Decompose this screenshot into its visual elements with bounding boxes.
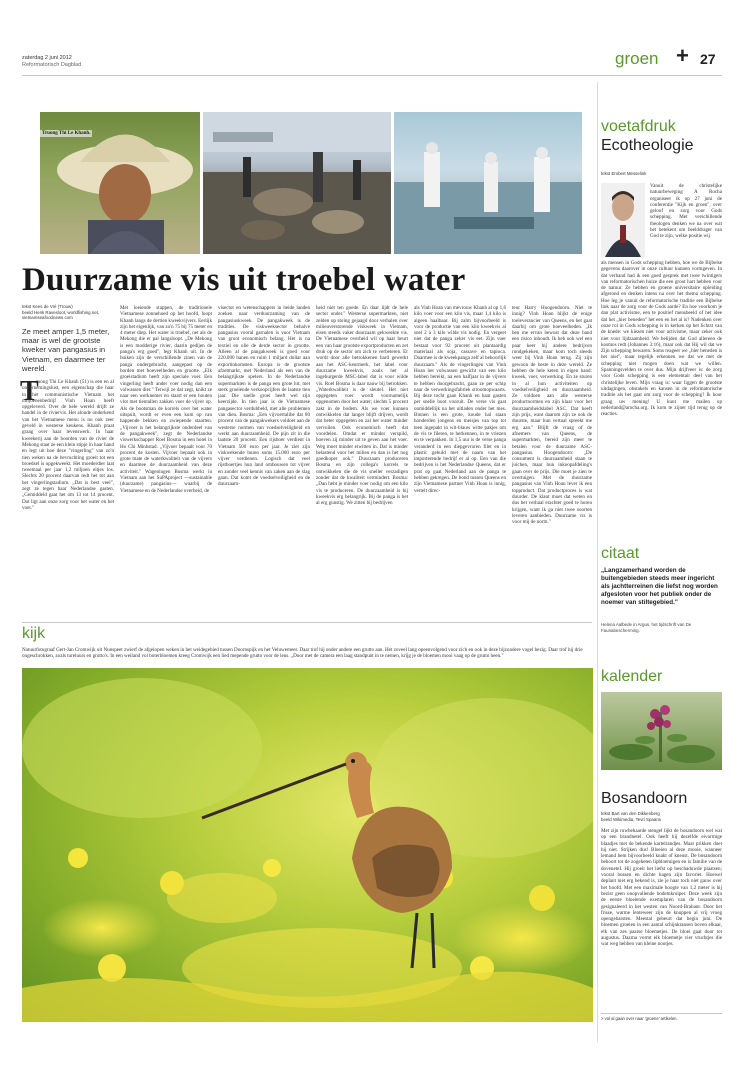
- kalender-title: Bosandoorn: [601, 790, 688, 807]
- right-column-divider: [597, 82, 598, 1042]
- plus-icon: +: [676, 43, 689, 68]
- kalender-kicker: kalender: [601, 668, 663, 685]
- article-col-5: als Vinh Hoan van mevrouw Khanh al op 1,6 kilo voer voor een kilo vis, maar 1,4 kilo is algeen haalbaar. Bij zalm bijvoorbeeld is voor de productie van een kilo kweekvis al snel 2 à 3 kilo wilde vis nodig. En vergeet niet dat de panga zeker vis eet. Zijn voer bestaat voor 92 procent uit plantaardig materiaal als soja, cassave en tapioca. Daarmee is de kweekpanga zelf al behoorlijk duurzaam." Als de vingerlingen van Vinh Hoan het volwassen gewicht van een kilo hebben bereikt, na een halfjaar in de vijvers te hebben doorgebracht, gaan ze per schip naar de verwerkingsfabriek stroomopwaarts. Bij deze tocht gaan Khanh en haar gasten per snelle boot vooruit. De verse vis gaat onmiddellijk na het uitladen onder het mes. Binnen is een grote, koude hal staan honderden jongens en meisjes van top tot teen ingepakt in wit-blauw witte pakjes om de vis te fileren, te herkennen, in te vriezen en te verpakken. In 1,5 uur is de verse panga veranderd in een diepgevroren filet en in plastic gehuld met de naam van het importerende bedrijf er al op. Een van die bedrijven is het Nederlandse Queens, dat er prat op gaat Nederland aan de panga te hebben gekregen. De bond tussen Queens en zijn Vietnamese partner Vinh Hoan is innig, vertelt direc-: [414, 305, 506, 494]
- kalender-footer: > vol al gaan over naar 'groene' artikelen.: [601, 1016, 678, 1021]
- header-date: zaterdag 2 juni 2012: [22, 55, 72, 61]
- kalender-byline: tekst Bart van den Dikkenberg beeld Wikimedia, Tevri Spaans: [601, 811, 661, 822]
- kalender-flower-photo: [601, 692, 722, 770]
- photo-workers: [394, 112, 582, 254]
- kijk-caption: Natuurfotograaf Gert-Jan Cromwijk uit Nunspeet zwierf de afgelopen weken in het weidegebied tussen Doornspijk en het Veluwemeer. Daar trof hij onder andere een grutto aan. Het zoveel lang opeenvolgend voor zich en ook in deze bijzondere vogel bezig. Daar trof hij drie ongeschrokken, zoals tureluurs en grutto's. In een weiland vol boterbloemen kreeg Cromwijk een lied mepende grutto voor de lens. „Door met de camera een laag standpunt in te nemen, krijg je de bloemen mooi vaag op de grutto heen.": [22, 647, 583, 660]
- kalender-body: Met zijn ruwbehaarde stengel lijkt de bosandoorn wel wat op een brandnetel. Ook heeft hij dezelfde eivormige blaadjes met de bekende kartelrandjes. Maar prikken doet hij niet. Strijken dus! Bloeien al deze mooie, wanneer iemand hem bijvoorbeeld knakt of kneust. De bosandoorn behoort tot de zogeheten lipbloemigen en is familie van de doveneteI. Hij groeit het liefst op beschaduwde plaatsen; vooral bossen en dichte hagen zijn favoriet. Hoewel deplant niet erg bekend is, zie je haar toch niet gauw over het hoofd. Met een maximale hoogte van 1,2 meter is hij bezist geen onopvallende bodemkruiper. Deze week zijn de eerste bloeiende exemplaren van de bosandoorn gesignaleerd in het westen van Noord-Brabant. Door het frisse, warme lenteweer zijn de knoppen al vrij vroeg opengebarsten. Meestal gebeurt dat begin juni. De bloemen groeien in een aantal schijnkransen boven elkaar, elk van zes paarse bloemetjes. De bloei gaat door tot augustus. Daarna vormt elk bloemetje vier vruchtjes die wat weg hebben van kleine nootjes.: [601, 828, 722, 948]
- photo-caption: Truong Thi Le Khanh.: [42, 131, 91, 136]
- intro: Ze meet amper 1,5 meter, maar is wel de grootste kweker van pangasius in Vietnam, en daarmee ter wereld.: [22, 327, 110, 373]
- voetafdruk-title: Ecotheologie: [601, 137, 694, 154]
- article-col-3: visector en wetenschappers in beide landen zoeken naar verduurzaming van de pangasiuskweek. De pangakweek is de tradities. De viskweeksector behalve pangasius vooral garnalen is voor Vietnam van groot economisch belang. Het is na textiel en olie de derde sector in grootte. Alleen al de pangakweek is goed voor 220.000 banen en ruim 1 miljard dollar aan exportinkomsten. Europa is de grootste afzetmarkt, met Nederland als een van de belangrijkste spelers. In de Nederlandse supermarkten is de panga een grote hit, met sterk groeiende verkoopcijfers de laatste tien jaar. Die snelle groei heeft wel zijn keerzijde. In tien jaar is de Vietnamese pangasector verdubbeld, met alle problemen van dien. Bosma: „Een vijvoertalibe dat 80 procent van de pangakwekers voldoet aan de westerse normen van voedselveiligheid en werkt aan duurzaamheid. De pijn zit in die laatste 20 procent. Een rijsboer verdient in Vietnam 500 euro per jaar. Je ziet zijn viskwekende buren soms 15.000 euro per vijver verdienen. Logisch dat veel rijstboertjes hun land ombouwen tot vijver en zonder veel kennis van zaken aan de slag gaan. Dat komt de voedselveiligheid en de duurzaam-: [218, 305, 310, 488]
- voetafdruk-col-narrow: Vanuit de christelijke natuurbeweging A Rocha organiseer ik op 27 juni de conferentie "Kijk en groen", over geloof en zorg voor Gods schepping. Met verschillende theologen denken we na over wat het betekent om beelddrager van God te zijn, welke positie wij: [650, 183, 722, 240]
- drop-cap: T: [20, 376, 39, 407]
- photo-grutto: [22, 668, 593, 1022]
- voetafdruk-kicker: voetafdruk: [601, 118, 676, 135]
- header-divider: [22, 75, 722, 76]
- citaat-kicker: citaat: [601, 545, 640, 562]
- photo-fish-market: [203, 112, 391, 254]
- kijk-kicker: kijk: [22, 625, 46, 642]
- citaat-quote: „Langzamerhand worden de buitengebieden steeds meer ingericht als jachtterreinen die liefst nog worden afgesloten voor het publiek onder de noemer van stiltegebied.": [601, 567, 718, 606]
- kalender-footer-divider: [601, 1013, 722, 1014]
- article-col-2: Met loeiende stappen, de traditionele Vietnamese zonnehoed op het hoofd, loopt Khanh langs de dertien kweekvijvers. Eerlijk zijn het eigenlijk, van zo'n 75 bij 75 meter en 4 meter diep. Het water is troebel, net als de Mekong die er pal langsloopt. „De Mekong is een modderige rivier, daarin gedijen de panga's erg goed", legt Khanh uit. In de buiken zijn de verschillende zinen van de panga ondergebracht, aangepast op de borden met hoeveelheden en grootte. „Elk groeistadium heeft zijn speciale voer. Een vingerling heeft ander voer nodig dan een volwassen dier." Terwijl ze dat zegt, knikt ze naar een werknemer en staart er een houten vlot met tientallen zakken voer de vijver op. Als de bootsman de korrels over het water uitspuit, wordt er even een kum op van happende bekken en zwiepende staarten. „Vijvoer is het belangrijkste onderdeel van de pangakweek", zegt de Nederlandse viswerkschapper Roel Bosma in een hotel in Ho Chi Minhstad. „Vijvoer bepaalt voor 70 procent de kosten. Vijvoer bepaalt ook in grote mate de waterkwaliteit van de vijvers en daarmee de duurzaamheid van deze activiteit." Wageningen Bosma werkt in Vietnam aan het SuPAproject —sustainable (duurzame) pangasius— waarbij de Vietnamese en de Nederlandse overheid, de: [120, 305, 212, 494]
- byline: tekst Kees de Vré (Trouw) beeld Henk Ravesloot, worldfishing.net, vietnamseafoodnews.com: [22, 304, 100, 321]
- section-title: groen: [615, 49, 659, 68]
- voetafdruk-col-full: als mensen in Gods schepping hebben, hoe we de Bijbelse gegevens daarover in onze cultuur kunnen vormgeven. In dat verband had ik een goed gesprek met twee twintigers van reformatorischen huize die een groot hart hebben voor de natuur. Ze hebben en groene universitaire opleiding afgerond en denken intens na over het thema schepping. Hoe leg je vanuit de reformatorische traditie een Bijbelse link naar de zorg voor de Gods aarde? En hoe voorkom je dan plat activisme, een te positief mensbeeld of het idee dat het „hier beneden" het een en het al is? Nadenken over onze rol in Gods schepping is in kerken op het lichtst van de knede: we kiezen niet voor activisme, maar zeker ook niet voor lijdzaamheid. We belijden dat God allereen de kosmos redt (Johannes 3:16), maar ook dat Hij wil dat we Zijn schepping bewaren. Soms reageer we „hier beneden is het niet", maar tegelijk erkennen we dat we met de schepping niet mogen doen wat we willen. Spanningsvelden te over dus. Mijn drijfveer is: de zorg voor Gods schepping is een elementair deel van het christelijke leven. Mijn vraag is: waar liggen de grootste uitdagingen, obstakels en kansen in de reformatorische traditie als het gaat om zorg voor de schepping? Ik hoor graag uw mening! U kunt me mailen op nederland@arocha.org. Ik kom te zijner tijd terug op de reacties.: [601, 260, 722, 418]
- article-col-1: ruong Thi Le Khanh (51) is een en al ondernemingslust, een eigenschap die haar in het communistische Vietnam het miljoenenbedrijf Vinh Hoan heeft opgeleverd. Over de hele wereld drijft ze handel in de riviervis. Het aloude onderkend van het Vietnamese menu is nu ook zeer geveld in westerse keukens. Khanh praat graag over haar levenswerk. In haar kweekerij aan de boorden van de rivier de Mekong staat ze een klein stipje in haar hand en legt uit hoe deze "vingerling" van zo'n tien weken na de bevruchting groeit tot een broedsel is opgekweekt. Het moederdier laat tweemaal per jaar 1,2 miljoen eitjes los. Slechts 20 procent daarvan redt het tot aan het vingerlingstadium. „Dat is best veel", zegt ze tegen haar Nederlandse gasten. „Gemiddeld gaat het om 13 tot 14 procent. Dat ligt aan onze zorg voor het water en het voer.": [22, 379, 114, 511]
- author-portrait: [601, 183, 645, 257]
- headline: Duurzame vis uit troebel water: [22, 262, 466, 298]
- kijk-divider: [22, 622, 592, 623]
- header-paper: Reformatorisch Dagblad: [22, 62, 82, 68]
- page-number: 27: [700, 51, 716, 67]
- citaat-source: Helena Aalbede in Argus, het tijdschrift van De Faunabescherming.: [601, 622, 692, 633]
- article-col-6: teur Harry Hoogendoorn. Niet te innig? Vinh Hoan blijkt de enige toeleverancier van Queens, en het gaat daarbij om grote hoeveelheden. „Ik ben me ervan bewust dat deze band een risico inhoudt. Ik heb ook wel een paar keer bij andere bedrijven rondgekeken, maar kom toch steeds weer bij Vinh Hoan terug. Zij zijn gewoon de beste in deze wereld. Ze hebben de hele keten in eigen hand: kweek, voer, verwerking. En ze sturen in al hun activiteiten op voedselveiligheid en duurzaamheid. Ze voldoen aan alle westerse productnormen en zijn klaar voor het duurzaamheidslabel ASC. Dat heeft zijn prijs, want daarom zijn ze ook de duurste, maar hun vertaal spreekt me erg aan." Blijft de vraag of de afnemers van Queens, de supermarkten, bereid zijn meer te betalen voor de duurzame ASC-pangasius. Hoogendoorn: „De consument is duurzaamheid staan te juichen, maar hun inkoopafdeling's gaan over de prijs. Die moet je zien te overtuigen. Met de duurzame pangasius van Vinh Hoan lever ik een topproduct. Dat productproces is wat duurder. De klant moet dat weten en dus het verhaal erachter goed te horen krijgen, want ik ga niet twee soorten leveren aanbieden. Duurzame vis is voor mij de norm.": [512, 305, 592, 526]
- article-col-4: heid niet ten goede. En daar lijdt de hele sector onder." Westerse supermarkten, niet zelden op stoing gejaagd door verhalen over milieuverstorende viskweek in Vietnam, eisen steeds vaker duurzaam gekweekte vis. De Vietnamese overheid wil op haar beurt een van haar grootste exportproducten en zet druk op de sector om zich te verbeteren. Er wordt door alle betrokkenen hard gewerkt aan het ASC-keurmerk, het label voor duurzame kweekvis, zoals het al ingeburgerde MSC-label dat is voor wilde vis. Roel Bosma is daar nauw bij betrokken. „Waterkwaliteit is de sleutel. Het niet opgegeten voer wordt voornamelijk opgenomen door het water; slechts 5 procent zakt in de bodem. Als we voer kunnen ontwikkelen dat langer blijft drijven, wordt dat beter opgegeten en zal het water minder vervuilen. Ook economisch heeft dat voordelen. Omdat er minder verspild, hoeven zij minder uit te geven aan het voer. Weg moet minder eiwitten in. Dat is minder belastend voor het milieu en dan is het nog goedkoper ook." Duurzaam produceren Bosma en zijn collega's korrels te ontwikkelen die de vis sneller verzadigen zonder dat de kwaliteit vermindert. Bosma: „Dan hebt je minder voer nodig om een kilo vis te produceren. De duurzaamheid is bij kweekvis erg belangrijk. Bij de panga is het al erg gunstig. We zitten bij bedrijven: [316, 305, 408, 507]
- voetafdruk-byline: tekst Embert Messelink: [601, 171, 647, 176]
